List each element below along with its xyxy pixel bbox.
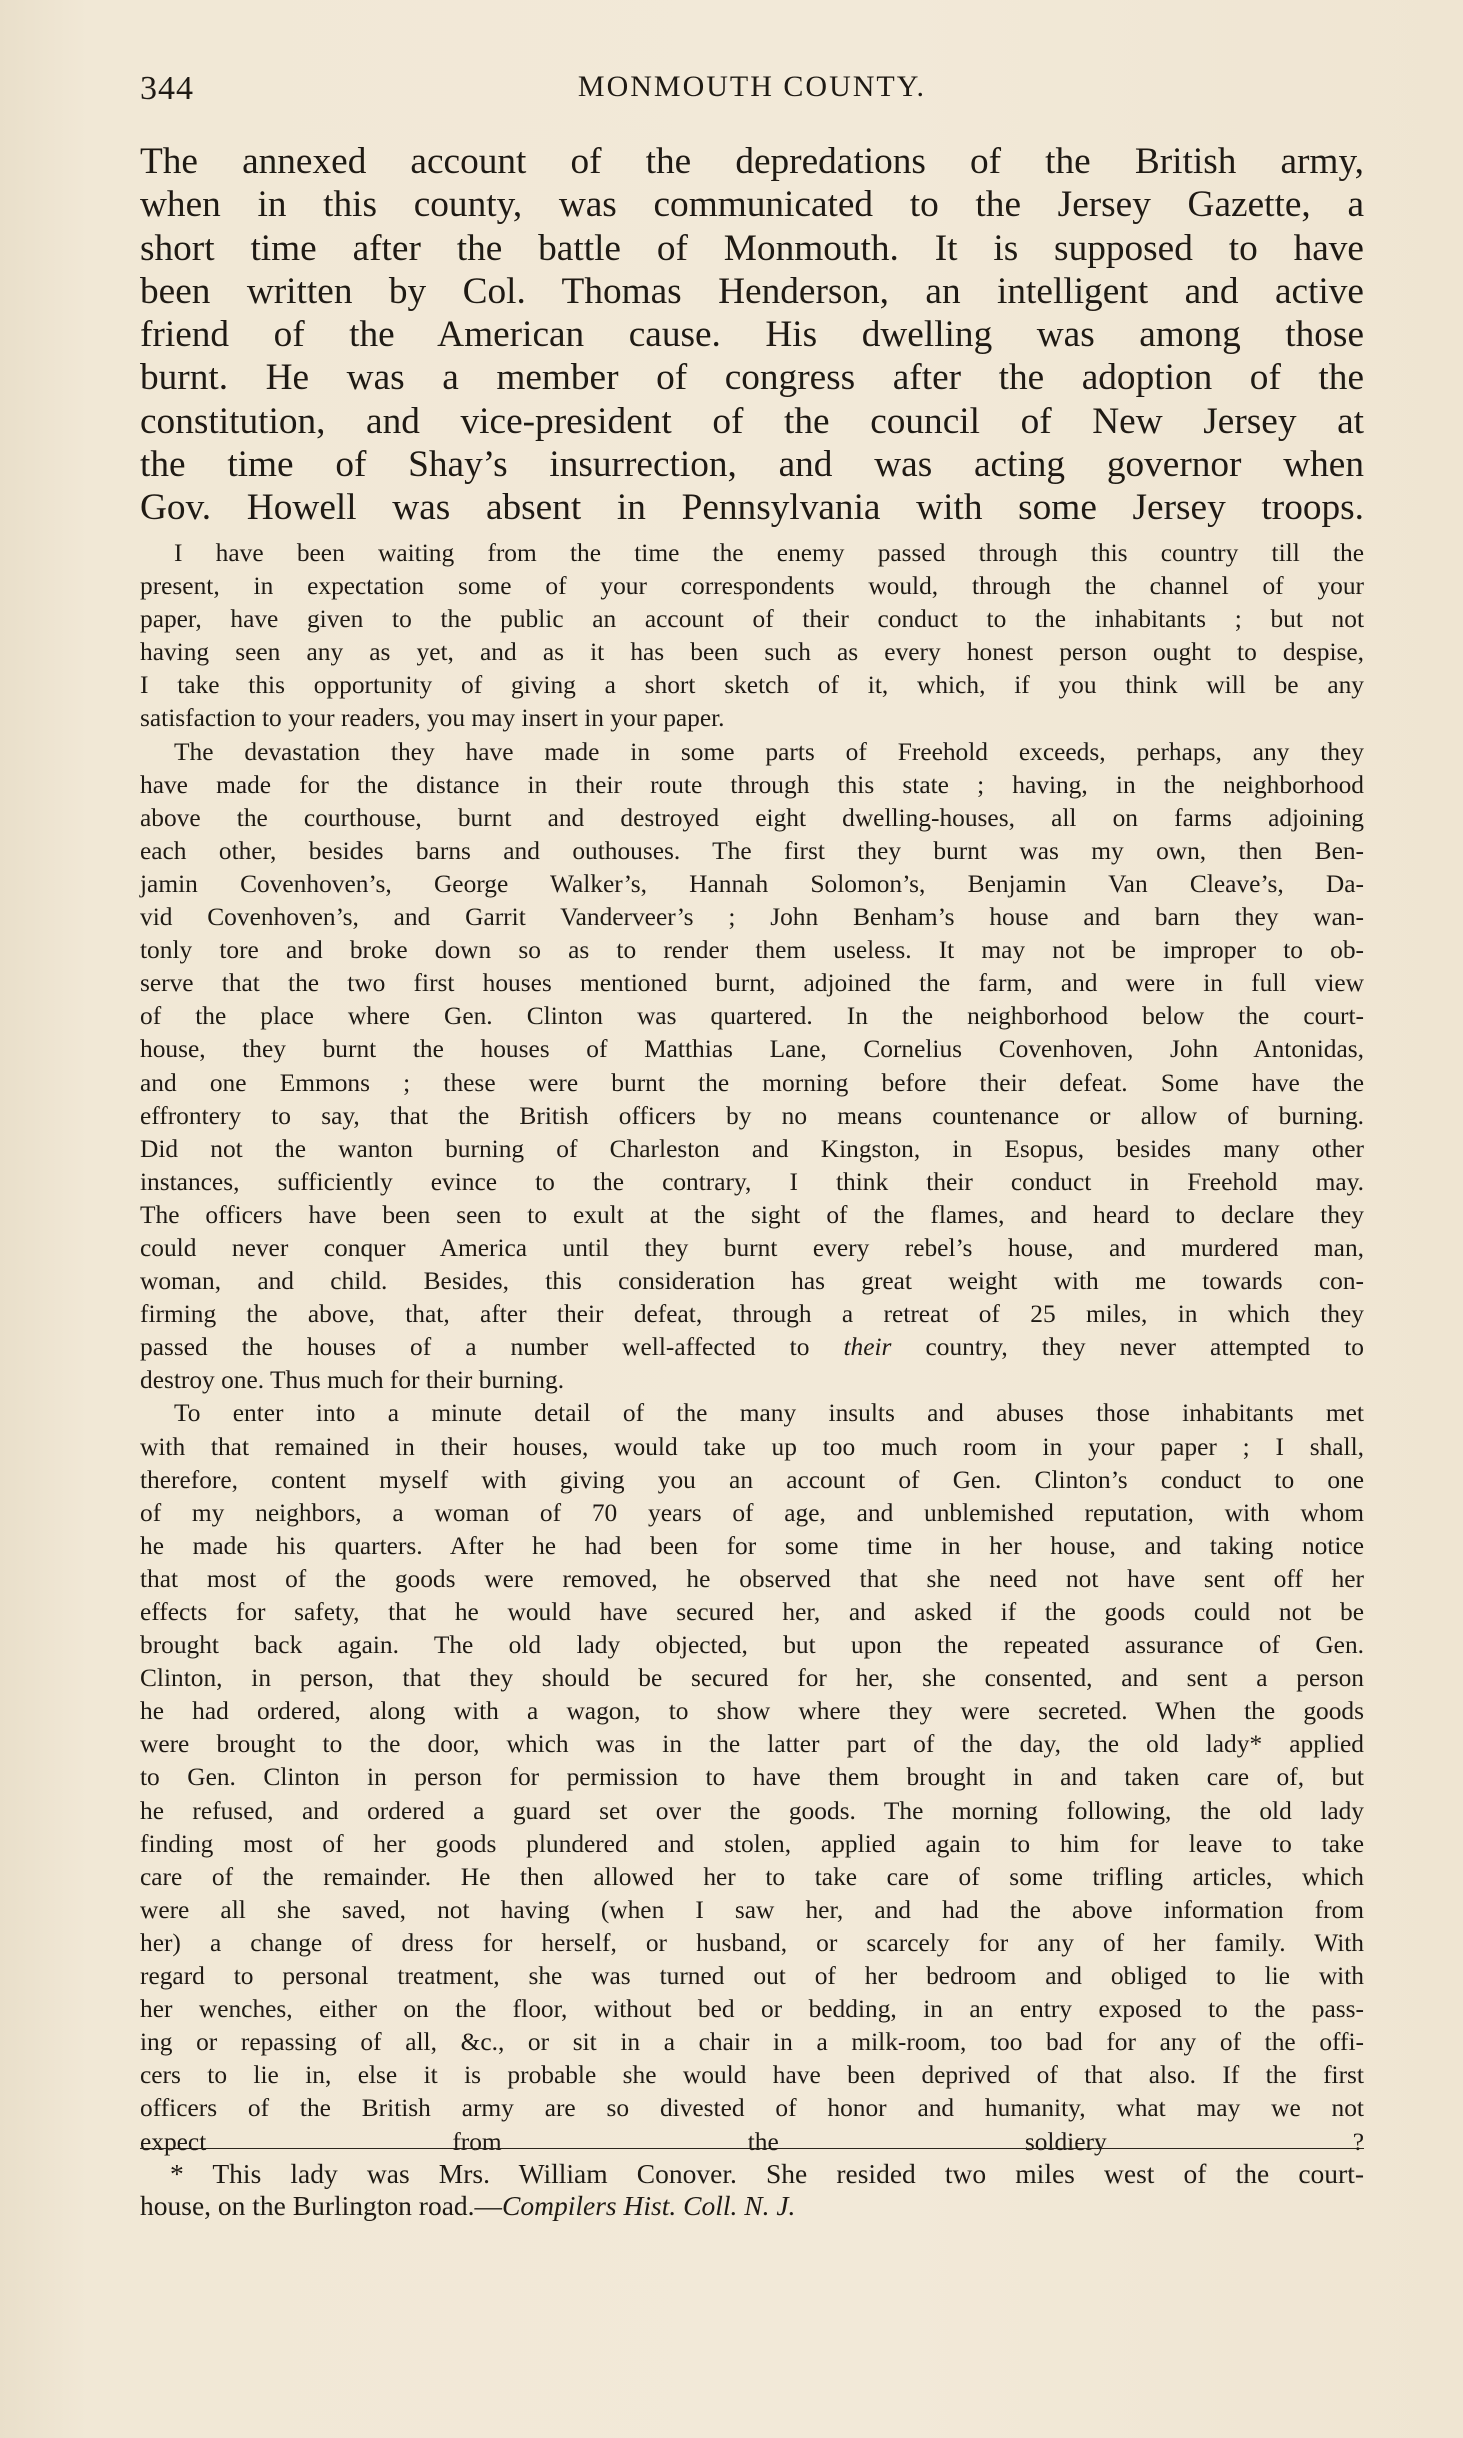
footnote-text: house, on the Burlington road.— [140,2190,503,2221]
letter-line: above the courthouse, burnt and destroyed eight dwelling-houses, all on farms adjoining [140,803,1364,832]
letter-line: The officers have been seen to exult at the sight of the flames, and heard to declare they [140,1200,1364,1229]
page-number: 344 [140,70,194,107]
letter-line: expect from the soldiery ? [140,2127,1364,2156]
letter-line-with-italic [140,1331,1364,1364]
letter-line: I take this opportunity of giving a short sketch of it, which, if you think will be any [140,671,1364,700]
intro-line: friend of the American cause. His dwelling was among those [140,314,1364,356]
letter-line: regard to personal treatment, she was turned out of her bedroom and obliged to lie with [140,1962,1364,1991]
letter-line: satisfaction to your readers, you may insert in your paper. [140,704,725,733]
letter-line: firming the above, that, after their defeat, through a retreat of 25 miles, in which they [140,1300,1364,1329]
italic-word: their [843,1333,892,1362]
letter-line: ing or repassing of all, &c., or sit in a chair in a milk-room, too bad for any of the offi- [140,2028,1364,2057]
letter-text [140,537,1364,2192]
letter-line: of the place where Gen. Clinton was quartered. In the neighborhood below the court- [140,1002,1364,1031]
letter-line: he had ordered, along with a wagon, to show where they were secreted. When the goods [140,1697,1364,1726]
letter-line: jamin Covenhoven’s, George Walker’s, Hannah Solomon’s, Benjamin Van Cleave’s, Da- [140,869,1364,898]
page-header [140,66,1364,116]
letter-line: effects for safety, that he would have secured her, and asked if the goods could not be [140,1598,1364,1626]
letter-line: officers of the British army are so divested of honor and humanity, what may we not [140,2094,1364,2123]
letter-line: The devastation they have made in some parts of Freehold exceeds, perhaps, any they [174,737,1364,766]
letter-line: I have been waiting from the time the enemy passed through this country till the [174,539,1364,567]
letter-line: house, they burnt the houses of Matthias Lane, Cornelius Covenhoven, John Antonidas, [140,1035,1364,1064]
letter-line: could never conquer America until they burnt every rebel’s house, and murdered man, [140,1233,1364,1262]
letter-line: of my neighbors, a woman of 70 years of age, and unblemished reputation, with whom [140,1498,1364,1527]
intro-line: been written by Col. Thomas Henderson, an intelligent and active [140,270,1364,312]
letter-line: effrontery to say, that the British officers by no means countenance or allow of burning. [140,1101,1364,1130]
letter-line: to Gen. Clinton in person for permission to have them brought in and taken care of, but [140,1763,1364,1792]
intro-line: the time of Shay’s insurrection, and was acting governor when [140,444,1364,486]
letter-line: brought back again. The old lady objected, but upon the repeated assurance of Gen. [140,1631,1364,1660]
intro-paragraph [140,140,1364,530]
footnote-line-with-citation [140,2190,1364,2222]
letter-line-part: country, they never attempted to [925,1333,1364,1362]
letter-line: were all she saved, not having (when I saw her, and had the above information from [140,1895,1364,1924]
letter-line: have made for the distance in their route through this state ; having, in the neighborhood [140,770,1364,799]
letter-line-part: passed the houses of a number well-affected to [140,1333,810,1362]
letter-line: finding most of her goods plundered and stolen, applied again to him for leave to take [140,1829,1364,1858]
letter-line: Did not the wanton burning of Charleston and Kingston, in Esopus, besides many other [140,1134,1364,1163]
letter-line: therefore, content myself with giving you an account of Gen. Clinton’s conduct to one [140,1465,1364,1494]
intro-line: The annexed account of the depredations of the British army, [140,141,1364,182]
letter-line: destroy one. Thus much for their burning. [140,1366,565,1395]
letter-line: her) a change of dress for herself, or husband, or scarcely for any of her family. With [140,1928,1364,1957]
letter-line: care of the remainder. He then allowed her to take care of some trifling articles, which [140,1862,1364,1891]
letter-line: were brought to the door, which was in the latter part of the day, the old lady* applied [140,1730,1364,1759]
footnote [140,2158,1364,2222]
letter-line: her wenches, either on the floor, without bed or bedding, in an entry exposed to the pass- [140,1995,1364,2024]
letter-line: cers to lie in, else it is probable she would have been deprived of that also. If the first [140,2061,1364,2090]
intro-line: Gov. Howell was absent in Pennsylvania with some Jersey troops. [140,487,1364,529]
letter-line: serve that the two first houses mentioned burnt, adjoined the farm, and were in full view [140,969,1364,998]
letter-line: he made his quarters. After he had been for some time in her house, and taking notice [140,1531,1364,1560]
intro-line: burnt. He was a member of congress after the adoption of the [140,357,1364,399]
letter-line: each other, besides barns and outhouses. The first they burnt was my own, then Ben- [140,836,1364,865]
running-head: MONMOUTH COUNTY. [577,70,927,103]
intro-line: short time after the battle of Monmouth. It is supposed to have [140,227,1364,269]
letter-line: tonly tore and broke down so as to render them useless. It may not be improper to ob- [140,936,1364,965]
letter-line: instances, sufficiently evince to the contrary, I think their conduct in Freehold may. [140,1167,1364,1196]
letter-line: with that remained in their houses, would take up too much room in your paper ; I shall, [140,1432,1364,1461]
letter-line: that most of the goods were removed, he observed that she need not have sent off her [140,1564,1364,1593]
footnote-line: * This lady was Mrs. William Conover. She resided two miles west of the court- [170,2158,1364,2189]
letter-line: To enter into a minute detail of the many insults and abuses those inhabitants met [174,1399,1364,1428]
intro-line: when in this county, was communicated to the Jersey Gazette, a [140,184,1364,226]
footnote-citation: Compilers Hist. Coll. N. J. [502,2190,796,2221]
footnote-divider [140,2148,1364,2149]
letter-line: Clinton, in person, that they should be secured for her, she consented, and sent a person [140,1664,1364,1693]
letter-line: having seen any as yet, and as it has been such as every honest person ought to despise, [140,638,1364,667]
letter-line: paper, have given to the public an account of their conduct to the inhabitants ; but not [140,605,1364,634]
letter-line: present, in expectation some of your correspondents would, through the channel of your [140,572,1364,601]
letter-line: vid Covenhoven’s, and Garrit Vanderveer’s ; John Benham’s house and barn they wan- [140,903,1364,932]
letter-line: woman, and child. Besides, this consideration has great weight with me towards con- [140,1267,1364,1296]
letter-line: and one Emmons ; these were burnt the morning before their defeat. Some have the [140,1068,1364,1097]
letter-line: he refused, and ordered a guard set over the goods. The morning following, the old lady [140,1796,1364,1825]
intro-line: constitution, and vice-president of the council of New Jersey at [140,400,1364,442]
